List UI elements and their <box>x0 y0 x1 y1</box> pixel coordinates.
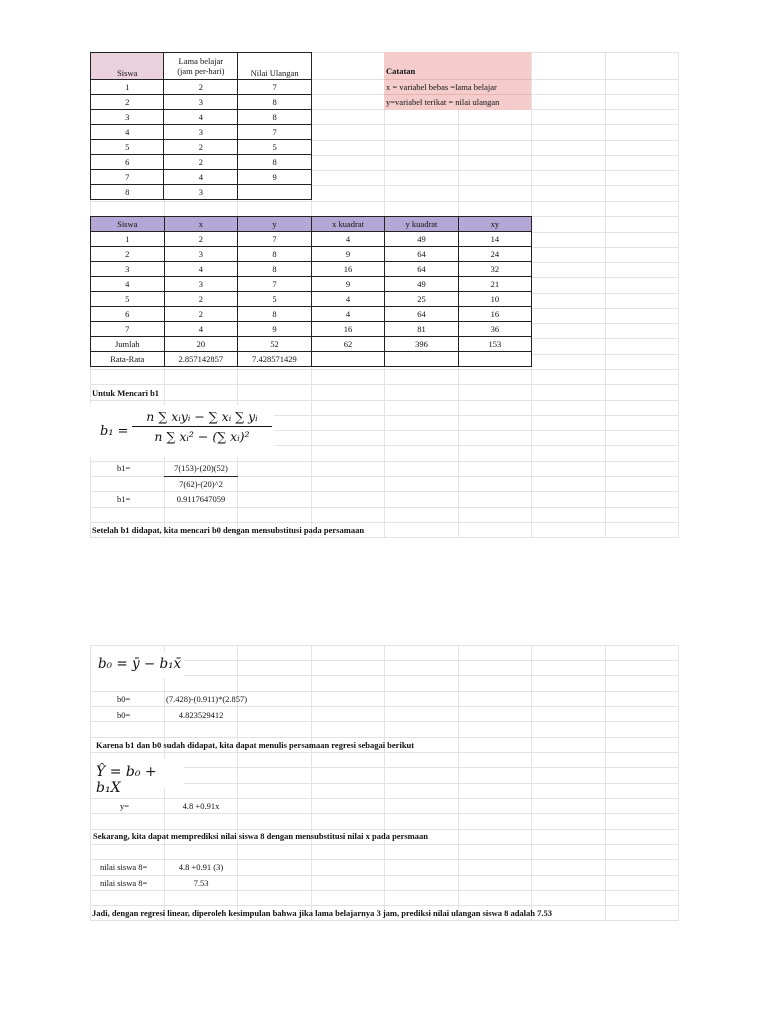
table-cell: 8 <box>238 262 312 277</box>
table-cell: 3 <box>164 125 238 140</box>
table-cell: 16 <box>311 322 384 337</box>
table-cell: 3 <box>164 247 238 262</box>
table-cell: 5 <box>238 140 312 155</box>
table-cell: 64 <box>385 262 458 277</box>
table-row <box>91 277 532 292</box>
table-cell: 16 <box>311 262 384 277</box>
b1-formula-lhs: b₁ = <box>100 424 129 439</box>
table-row <box>91 125 312 140</box>
table-cell: 2 <box>164 80 238 95</box>
b1-fraction-bar <box>164 476 238 477</box>
regression-intro: Karena b1 dan b0 sudah didapat, kita dapat menulis persamaan regresi sebagai berikut <box>96 740 415 750</box>
table-cell: 5 <box>91 140 164 155</box>
prediction-label-1: nilai siswa 8= <box>100 862 148 872</box>
table-cell: 64 <box>385 247 458 262</box>
table-cell: xy <box>458 217 531 232</box>
prediction-expression: 4.8 +0.91 (3) <box>178 862 224 872</box>
table-row <box>91 262 532 277</box>
table-cell: 49 <box>385 232 458 247</box>
table-cell <box>458 352 531 367</box>
table-row <box>91 155 312 170</box>
table-cell <box>385 352 458 367</box>
table-cell: 36 <box>458 322 531 337</box>
table-cell: 8 <box>91 185 164 200</box>
final-conclusion: Jadi, dengan regresi linear, diperoleh kesimpulan bahwa jika lama belajarnya 3 jam, prediksi nilai ulangan siswa 8 adalah 7.53 <box>92 908 553 918</box>
table-cell: y kuadrat <box>385 217 458 232</box>
calc-table <box>90 216 532 367</box>
b0-formula-text: b₀ = ȳ − b₁x̄ <box>98 656 182 672</box>
table-row <box>91 292 532 307</box>
table-cell: 5 <box>238 292 312 307</box>
table-cell: 3 <box>164 277 238 292</box>
table-cell: 4 <box>311 292 384 307</box>
table-cell: 2 <box>164 232 238 247</box>
b0-result-label: b0= <box>117 710 131 720</box>
table-cell: 1 <box>91 232 165 247</box>
b1-denominator-value: 7(62)-(20)^2 <box>179 479 223 489</box>
table-cell: 4 <box>164 110 238 125</box>
table-cell: 4 <box>91 277 165 292</box>
table-cell: 5 <box>91 292 165 307</box>
table-row <box>91 307 532 322</box>
catatan-line-y: y=variabel terikat = nilai ulangan <box>386 97 500 107</box>
table-cell: 21 <box>458 277 531 292</box>
table-cell: 81 <box>385 322 458 337</box>
table-cell: 8 <box>238 247 312 262</box>
table-cell: 8 <box>238 110 312 125</box>
table-cell: 3 <box>91 110 164 125</box>
table-row <box>91 110 312 125</box>
table-cell: 64 <box>385 307 458 322</box>
table-row <box>91 322 532 337</box>
table-row <box>91 232 532 247</box>
table-row <box>91 185 312 200</box>
b1-result-value: 0.9117647059 <box>176 494 226 504</box>
table-cell: 153 <box>458 337 531 352</box>
regression-formula <box>92 758 184 796</box>
table-cell: 32 <box>458 262 531 277</box>
b1-label: b1= <box>117 463 131 473</box>
b1-numerator-value: 7(153)-(20)(52) <box>174 463 228 473</box>
b1-formula <box>90 405 274 457</box>
regression-y-label: y= <box>120 801 130 811</box>
prediction-result: 7.53 <box>193 878 209 888</box>
table-cell: Siswa <box>91 217 165 232</box>
table-cell: 7 <box>238 232 312 247</box>
header-siswa: Siswa <box>91 53 164 80</box>
table-cell: 7 <box>238 125 312 140</box>
table-cell: 2 <box>164 307 238 322</box>
b1-formula-numerator: n ∑ xᵢyᵢ − ∑ xᵢ ∑ yᵢ <box>146 409 258 424</box>
jumlah-row <box>91 337 532 352</box>
table-cell: 9 <box>311 277 384 292</box>
table-cell: 2 <box>91 95 164 110</box>
table-cell: 3 <box>164 95 238 110</box>
table-cell: 7 <box>238 80 312 95</box>
table-cell: 4 <box>164 322 238 337</box>
b1-formula-denominator: n ∑ xᵢ² − (∑ xᵢ)² <box>154 429 250 444</box>
table-cell: 4 <box>164 262 238 277</box>
regression-equation: 4.8 +0.91x <box>182 801 220 811</box>
b0-label: b0= <box>117 694 131 704</box>
table-cell: 2 <box>164 292 238 307</box>
table-cell: 49 <box>385 277 458 292</box>
table-cell <box>311 352 384 367</box>
table-row <box>91 95 312 110</box>
table-cell: x kuadrat <box>311 217 384 232</box>
b1-formula-fraction <box>132 409 272 444</box>
table-cell: x <box>164 217 238 232</box>
table-cell: 6 <box>91 307 165 322</box>
table-row <box>91 80 312 95</box>
table-cell: 8 <box>238 155 312 170</box>
table-cell: 24 <box>458 247 531 262</box>
table-cell: 9 <box>238 170 312 185</box>
table-cell: Jumlah <box>91 337 165 352</box>
table-cell: 4 <box>91 125 164 140</box>
table-cell: 16 <box>458 307 531 322</box>
table-cell: 2 <box>164 155 238 170</box>
table-cell: 10 <box>458 292 531 307</box>
table-cell: 7.428571429 <box>238 352 312 367</box>
table-cell: Rata-Rata <box>91 352 165 367</box>
study-table <box>90 52 312 200</box>
header-lama-belajar: Lama belajar (jam per-hari) <box>164 53 238 80</box>
table-row <box>91 247 532 262</box>
table-cell: 14 <box>458 232 531 247</box>
table-cell: 25 <box>385 292 458 307</box>
table-cell: 1 <box>91 80 164 95</box>
table-cell: 9 <box>238 322 312 337</box>
b0-expression: (7.428)-(0.911)*(2.857) <box>166 694 248 704</box>
table-row <box>91 170 312 185</box>
table-cell: 8 <box>238 95 312 110</box>
table-cell: 9 <box>311 247 384 262</box>
b1-section-title: Untuk Mencari b1 <box>92 388 160 398</box>
b0-formula <box>92 652 184 678</box>
table-cell: 6 <box>91 155 164 170</box>
b1-result-label: b1= <box>117 494 131 504</box>
table-cell: 7 <box>238 277 312 292</box>
table-cell: 20 <box>164 337 238 352</box>
table-cell: 7 <box>91 322 165 337</box>
table-cell: 2 <box>91 247 165 262</box>
study-table-header <box>91 53 312 80</box>
catatan-title: Catatan <box>386 66 416 76</box>
table-cell: 3 <box>164 185 238 200</box>
regression-formula-text: Ŷ = b₀ + b₁X <box>96 764 157 796</box>
catatan-note <box>384 52 531 110</box>
table-row <box>91 140 312 155</box>
table-cell: 396 <box>385 337 458 352</box>
table-cell: 8 <box>238 307 312 322</box>
table-cell: 2 <box>164 140 238 155</box>
table-cell <box>238 185 312 200</box>
header-nilai-ulangan: Nilai Ulangan <box>238 53 312 80</box>
rata-rata-row <box>91 352 532 367</box>
b1-conclusion: Setelah b1 didapat, kita mencari b0 dengan mensubstitusi pada persamaan <box>92 525 365 535</box>
table-cell: 2.857142857 <box>164 352 238 367</box>
table-cell: 4 <box>164 170 238 185</box>
prediction-intro: Sekarang, kita dapat memprediksi nilai siswa 8 dengan mensubstitusi nilai x pada persmaan <box>93 831 428 841</box>
table-cell: y <box>238 217 312 232</box>
table-cell: 52 <box>238 337 312 352</box>
catatan-line-x: x = variabel bebas =lama belajar <box>386 82 497 92</box>
table-cell: 4 <box>311 232 384 247</box>
prediction-label-2: nilai siswa 8= <box>100 878 148 888</box>
calc-table-header <box>91 217 532 232</box>
table-cell: 7 <box>91 170 164 185</box>
table-cell: 4 <box>311 307 384 322</box>
table-cell: 3 <box>91 262 165 277</box>
b0-result-value: 4.823529412 <box>178 710 224 720</box>
table-cell: 62 <box>311 337 384 352</box>
